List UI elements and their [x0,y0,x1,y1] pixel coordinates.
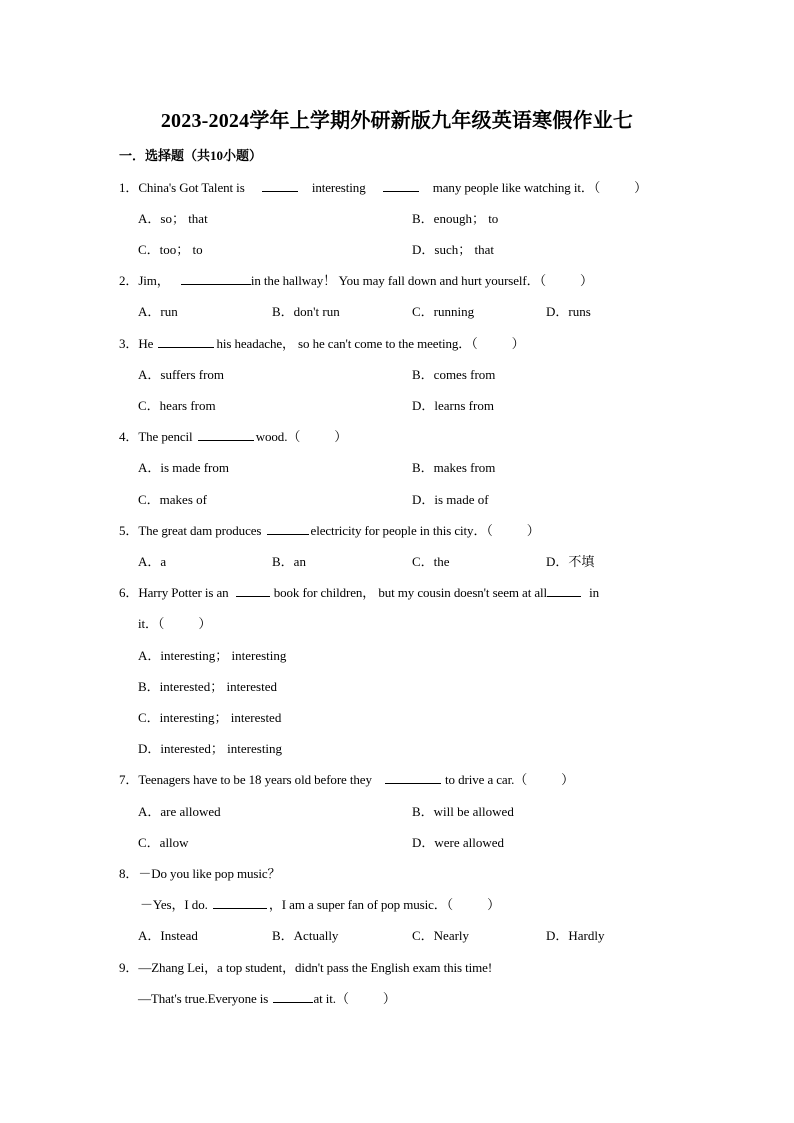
answer-blank [181,274,251,285]
answer-blank [267,524,309,535]
option-a[interactable]: A．Instead [138,928,198,943]
option-a[interactable]: A．so； that [138,211,208,226]
answer-blank [273,992,313,1003]
question-7: 7．Teenagers have to be 18 years old before they to drive a car.（ ） [119,772,575,787]
question-8: 8．－Do you like pop music？ [119,866,281,881]
question-8-reply: －Yes，I do. ，I am a super fan of pop music．（ ） [140,897,500,912]
option-a[interactable]: A．is made from [138,460,229,475]
option-b[interactable]: B．comes from [412,367,496,382]
option-b[interactable]: B．will be allowed [412,804,514,819]
option-b[interactable]: B．an [272,554,306,569]
page-title: 2023-2024学年上学期外研新版九年级英语寒假作业七 [160,110,634,132]
option-a[interactable]: A．interesting； interesting [138,648,287,663]
answer-blank [262,181,298,192]
answer-blank [236,586,270,597]
answer-blank [198,430,254,441]
answer-blank [158,337,214,348]
answer-blank [213,898,267,909]
option-b[interactable]: B．don't run [272,304,340,319]
option-d[interactable]: D．interested； interesting [138,741,283,756]
option-c[interactable]: C．too； to [138,242,203,257]
option-c[interactable]: C．Nearly [412,928,470,943]
option-d[interactable]: D．不填 [546,554,595,569]
option-d[interactable]: D．runs [546,304,591,319]
question-9-reply: —That's true.Everyone is at it.（ ） [138,991,396,1006]
question-3: 3．He his headache， so he can't come to the meeting．（ ） [119,336,525,351]
question-6-cont: it．（ ） [138,616,212,631]
option-c[interactable]: C．hears from [138,398,216,413]
option-c[interactable]: C．makes of [138,492,207,507]
question-6: 6．Harry Potter is an book for children， but my cousin doesn't seem at all in [119,585,599,600]
answer-blank [385,773,441,784]
option-a[interactable]: A．run [138,304,178,319]
question-5: 5．The great dam produces electricity for people in this city．（ ） [119,523,540,538]
option-b[interactable]: B．Actually [272,928,339,943]
option-a[interactable]: A．a [138,554,167,569]
option-d[interactable]: D．were allowed [412,835,505,850]
option-b[interactable]: B．interested； interested [138,679,277,694]
option-a[interactable]: A．suffers from [138,367,225,382]
option-a[interactable]: A．are allowed [138,804,221,819]
answer-blank [383,181,419,192]
question-2: 2．Jim， in the hallway！ You may fall down and hurt yourself．（ ） [119,273,593,288]
question-4: 4．The pencil wood.（ ） [119,429,348,444]
option-c[interactable]: C．running [412,304,475,319]
question-9: 9．—Zhang Lei，a top student，didn't pass the English exam this time! [119,960,493,975]
option-c[interactable]: C．interesting； interested [138,710,282,725]
option-d[interactable]: D．Hardly [546,928,605,943]
option-b[interactable]: B．makes from [412,460,496,475]
option-c[interactable]: C．allow [138,835,189,850]
option-d[interactable]: D．such； that [412,242,494,257]
answer-blank [547,586,581,597]
section-heading: 一．选择题（共10小题） [119,148,263,163]
option-c[interactable]: C．the [412,554,450,569]
question-1: 1．China's Got Talent is interesting many people like watching it．（ ） [119,180,648,195]
option-d[interactable]: D．is made of [412,492,489,507]
option-b[interactable]: B．enough； to [412,211,499,226]
option-d[interactable]: D．learns from [412,398,494,413]
